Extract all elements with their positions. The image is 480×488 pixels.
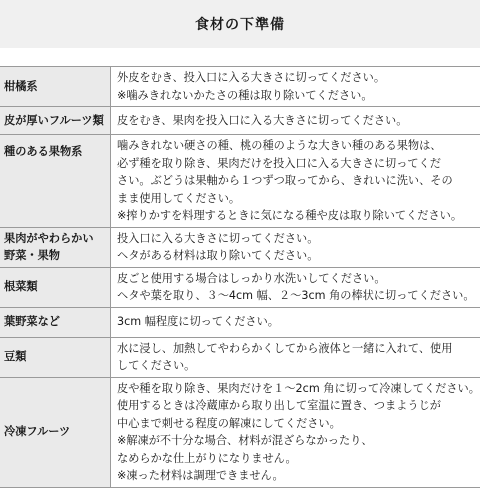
- category-cell: [0, 377, 111, 487]
- description-line: 投入口に入る大きさに切ってください。: [117, 230, 476, 248]
- page-title: 食材の下準備: [195, 14, 285, 34]
- description-line: ※凍った材料は調理できません。: [117, 467, 476, 485]
- table-row: [0, 267, 480, 307]
- description-cell: [111, 67, 480, 107]
- description-cell: [111, 377, 480, 487]
- description-cell: [111, 307, 480, 337]
- description-cell: [111, 107, 480, 135]
- page-title-bar: [0, 0, 480, 48]
- food-prep-table: [0, 66, 480, 488]
- description-cell: [111, 267, 480, 307]
- description-cell: [111, 337, 480, 377]
- description-line: 必ず種を取り除き、果肉だけを投入口に入る大きさに切ってくだ: [117, 155, 476, 173]
- category-cell: [0, 337, 111, 377]
- description-line: ※噛みきれないかたさの種は取り除いてください。: [117, 87, 476, 105]
- description-cell: [111, 135, 480, 228]
- category-label: 種のある果物系: [4, 143, 106, 161]
- description-line: 3cm 幅程度に切ってください。: [117, 313, 476, 331]
- category-label: 冷凍フルーツ: [4, 423, 106, 441]
- table-row: [0, 307, 480, 337]
- category-cell: [0, 135, 111, 228]
- description-line: まま使用してください。: [117, 190, 476, 208]
- category-cell: [0, 307, 111, 337]
- category-label: 柑橘系: [4, 78, 106, 96]
- description-cell: [111, 227, 480, 267]
- description-line: ヘタがある材料は取り除いてください。: [117, 247, 476, 265]
- description-line: 皮や種を取り除き、果肉だけを１～2cm 角に切って冷凍してください。: [117, 380, 476, 398]
- description-line: 使用するときは冷蔵庫から取り出して室温に置き、つまようじが: [117, 397, 476, 415]
- category-cell: [0, 227, 111, 267]
- description-line: 噛みきれない硬さの種、桃の種のような大きい種のある果物は、: [117, 137, 476, 155]
- category-label: 皮が厚いフルーツ類: [4, 112, 106, 130]
- table-row: [0, 337, 480, 377]
- table-row: [0, 67, 480, 107]
- category-label: 野菜・果物: [4, 247, 106, 265]
- category-cell: [0, 107, 111, 135]
- description-line: なめらかな仕上がりになりません。: [117, 450, 476, 468]
- table-row: [0, 377, 480, 487]
- description-line: さい。ぶどうは果軸から１つずつ取ってから、きれいに洗い、その: [117, 172, 476, 190]
- description-line: 皮ごと使用する場合はしっかり水洗いしてください。: [117, 270, 476, 288]
- description-line: 中心まで刺せる程度の解凍にしてください。: [117, 415, 476, 433]
- description-line: ※解凍が不十分な場合、材料が混ざらなかったり、: [117, 432, 476, 450]
- category-label: 根菜類: [4, 278, 106, 296]
- category-cell: [0, 67, 111, 107]
- description-line: してください。: [117, 357, 476, 375]
- description-line: 水に浸し、加熱してやわらかくしてから液体と一緒に入れて、使用: [117, 340, 476, 358]
- category-cell: [0, 267, 111, 307]
- description-line: 外皮をむき、投入口に入る大きさに切ってください。: [117, 69, 476, 87]
- category-label: 葉野菜など: [4, 313, 106, 331]
- category-label: 豆類: [4, 348, 106, 366]
- category-label: 果肉がやわらかい: [4, 230, 106, 248]
- table-row: [0, 227, 480, 267]
- description-line: ※搾りかすを料理するときに気になる種や皮は取り除いてください。: [117, 207, 476, 225]
- table-row: [0, 107, 480, 135]
- table-row: [0, 135, 480, 228]
- description-line: ヘタや葉を取り、３～4cm 幅、２～3cm 角の棒状に切ってください。: [117, 287, 476, 305]
- description-line: 皮をむき、果肉を投入口に入る大きさに切ってください。: [117, 112, 476, 130]
